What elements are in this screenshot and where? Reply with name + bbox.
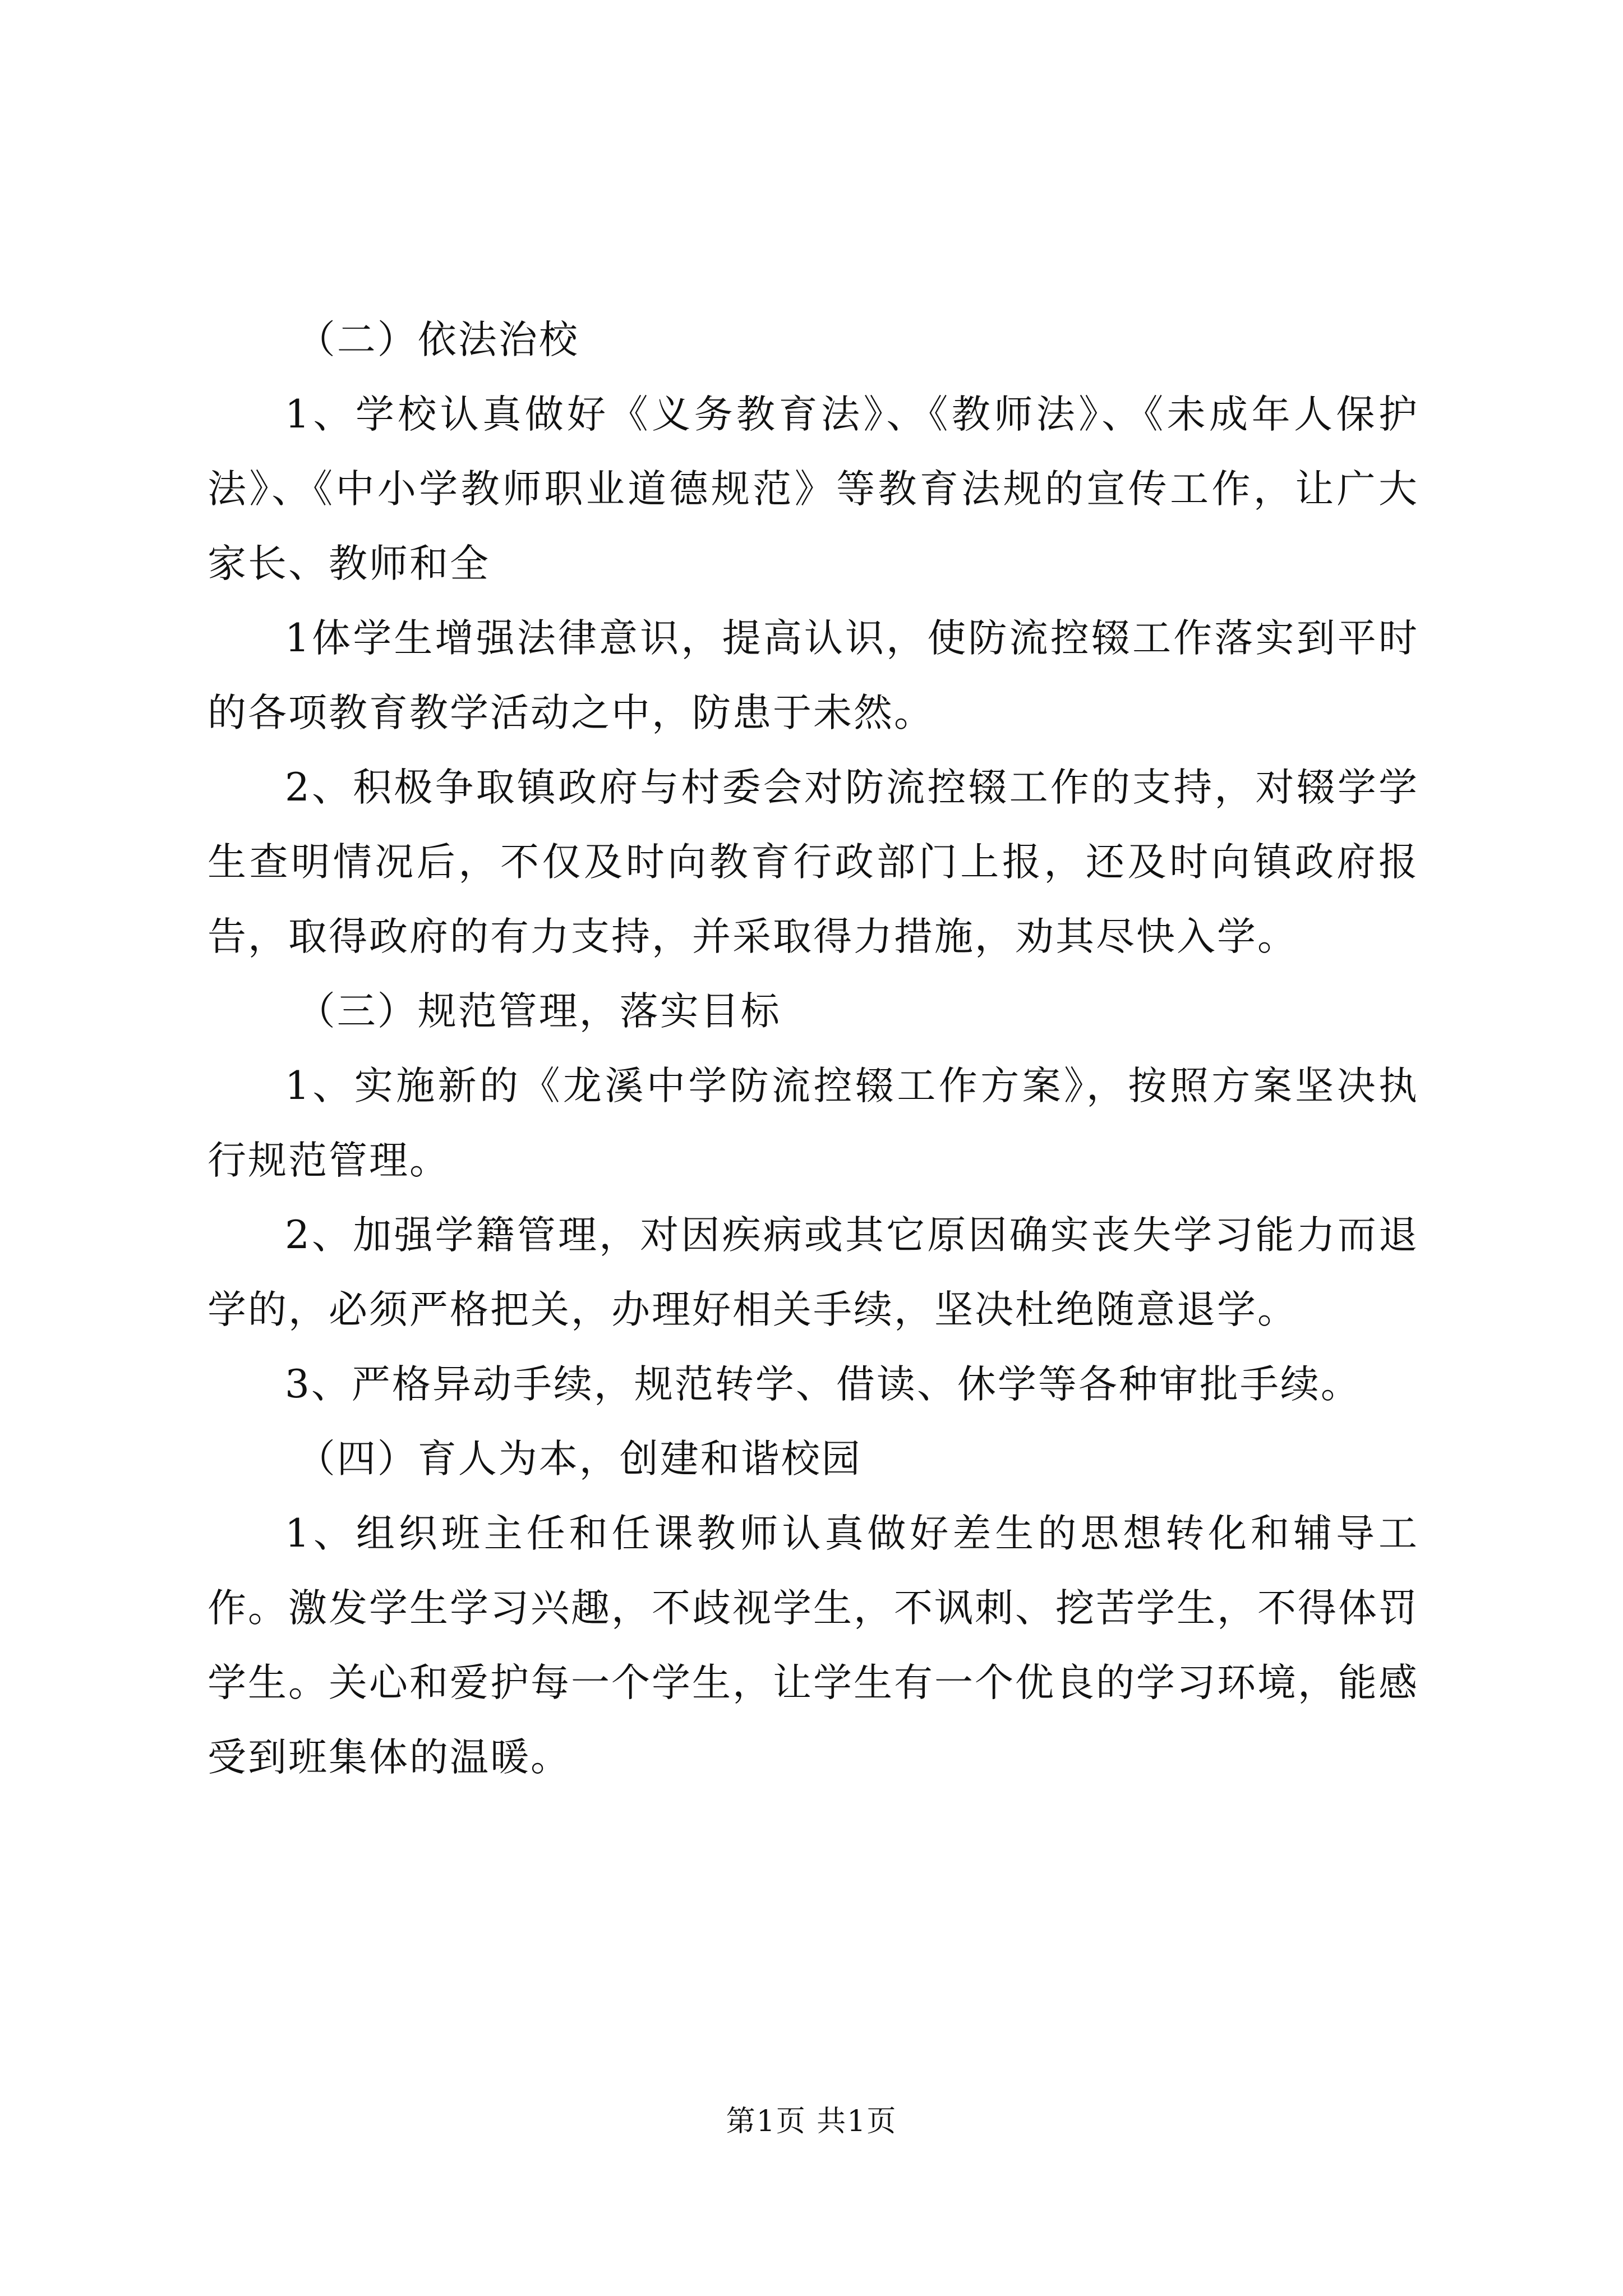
paragraph-government-support: 2、积极争取镇政府与村委会对防流控辍工作的支持，对辍学学生查明情况后，不仅及时向教育行政部门上报，还及时向镇政府报告，取得政府的有力支持，并采取得力措施，劝其尽快入学。	[208, 765, 1419, 959]
paragraph-student-support: 1、组织班主任和任课教师认真做好差生的思想转化和辅导工作。激发学生学习兴趣，不歧视学生，不讽刺、挖苦学生，不得体罚学生。关心和爱护每一个学生，让学生有一个优良的学习环境，能感受到班集体的温暖。	[208, 1511, 1419, 1780]
section-heading-2: （二）依法治校	[296, 318, 579, 362]
paragraph-transfer-procedures: 3、严格异动手续，规范转学、借读、休学等各种审批手续。	[285, 1362, 1361, 1407]
page-footer: 第1页 共1页	[726, 2105, 897, 2138]
paragraph-work-plan: 1、实施新的《龙溪中学防流控辍工作方案》，按照方案坚决执行规范管理。	[208, 1064, 1419, 1183]
paragraph-enrollment-management: 2、加强学籍管理，对因疾病或其它原因确实丧失学习能力而退学的，必须严格把关，办理好相关手续，坚决杜绝随意退学。	[208, 1213, 1419, 1332]
paragraph-legal-awareness: 1体学生增强法律意识，提高认识，使防流控辍工作落实到平时的各项教育教学活动之中，防患于未然。	[208, 616, 1419, 735]
section-heading-4: （四）育人为本，创建和谐校园	[296, 1437, 862, 1481]
paragraph-law-publicity: 1、学校认真做好《义务教育法》、《教师法》、《未成年人保护法》、《中小学教师职业道德规范》等教育法规的宣传工作，让广大家长、教师和全	[208, 392, 1419, 586]
document-body	[208, 303, 1419, 1795]
section-heading-3: （三）规范管理，落实目标	[296, 989, 781, 1034]
